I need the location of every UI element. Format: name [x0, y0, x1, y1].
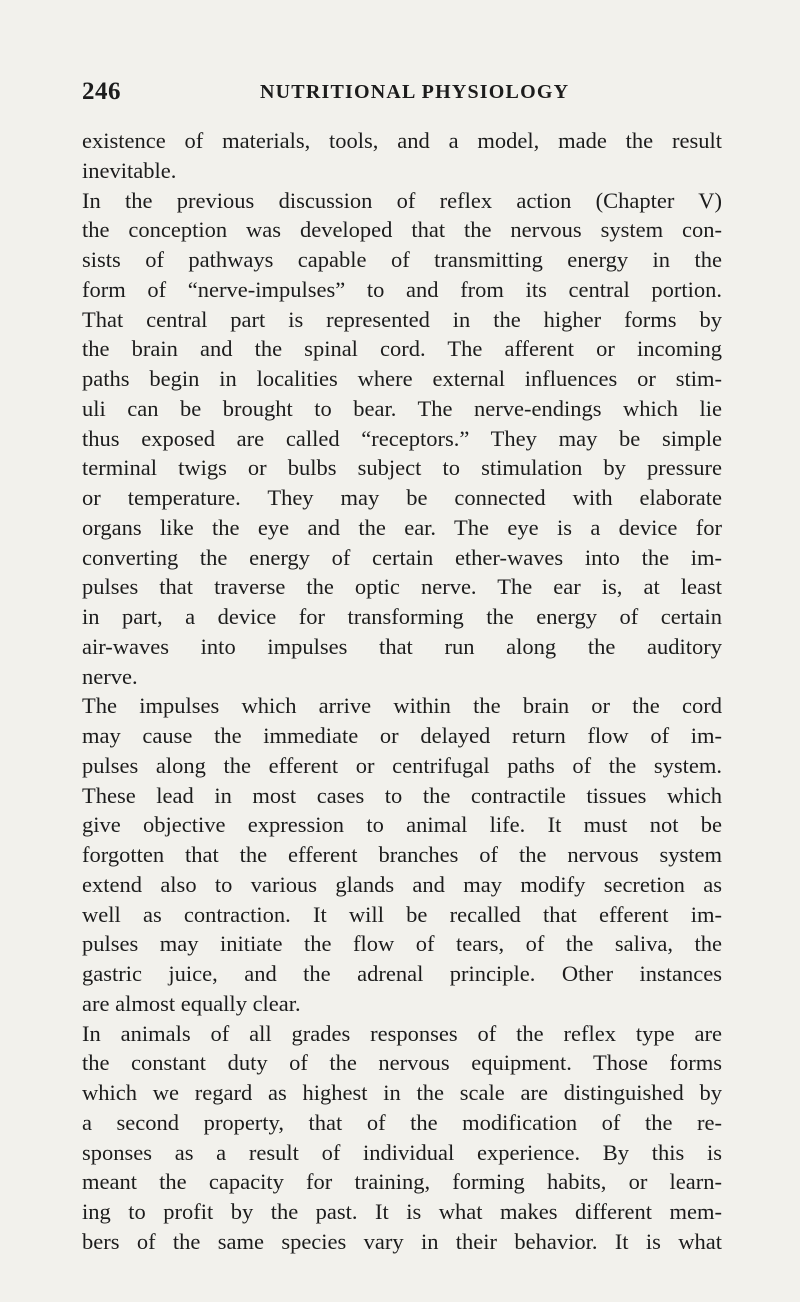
body-text	[82, 126, 722, 1257]
text-line: terminal twigs or bulbs subject to stimulation by pressure	[82, 455, 722, 481]
text-line: air-waves into impulses that run along the auditory	[82, 633, 722, 659]
running-head	[82, 78, 718, 112]
text-line: In animals of all grades responses of the reflex type are	[82, 1020, 722, 1046]
text-line: In the previous discussion of reflex action (Chapter V)	[82, 187, 722, 213]
text-line: sists of pathways capable of transmitting energy in the	[82, 247, 722, 272]
text-line: well as contraction. It will be recalled that efferent im-	[82, 901, 722, 927]
running-title: NUTRITIONAL PHYSIOLOGY	[260, 81, 570, 103]
text-line: paths begin in localities where external influences or stim-	[82, 366, 722, 391]
text-line: the brain and the spinal cord. The afferent or incoming	[82, 336, 722, 362]
text-line: in part, a device for transforming the energy of certain	[82, 604, 722, 629]
text-line: converting the energy of certain ether-waves into the im-	[82, 544, 722, 570]
text-line: are almost equally clear.	[82, 990, 301, 1016]
text-line: give objective expression to animal life. It must not be	[82, 812, 722, 838]
text-line: may cause the immediate or delayed return flow of im-	[82, 723, 722, 748]
text-line: or temperature. They may be connected with elaborate	[82, 485, 722, 510]
text-line: thus exposed are called “receptors.” They may be simple	[82, 425, 722, 451]
text-line: pulses along the efferent or centrifugal paths of the system.	[82, 752, 722, 778]
text-line: uli can be brought to bear. The nerve-endings which lie	[82, 395, 722, 421]
text-line: gastric juice, and the adrenal principle. Other instances	[82, 961, 722, 986]
text-line: forgotten that the efferent branches of the nervous system	[82, 842, 722, 867]
text-line: organs like the eye and the ear. The eye is a device for	[82, 514, 722, 540]
page-number: 246	[82, 78, 121, 105]
text-line: These lead in most cases to the contractile tissues which	[82, 782, 722, 808]
text-line: sponses as a result of individual experience. By this is	[82, 1139, 722, 1165]
text-line: the constant duty of the nervous equipment. Those forms	[82, 1050, 722, 1076]
text-line: pulses may initiate the flow of tears, of the saliva, the	[82, 931, 722, 957]
text-line: ing to profit by the past. It is what makes different mem-	[82, 1199, 722, 1224]
text-line: existence of materials, tools, and a model, made the result	[82, 128, 722, 153]
text-line: the conception was developed that the nervous system con-	[82, 217, 722, 243]
text-line: which we regard as highest in the scale are distinguished by	[82, 1080, 722, 1105]
text-line: inevitable.	[82, 157, 177, 183]
text-line: meant the capacity for training, forming habits, or learn-	[82, 1169, 722, 1195]
text-line: nerve.	[82, 663, 138, 689]
text-line: The impulses which arrive within the brain or the cord	[82, 693, 722, 719]
text-line: pulses that traverse the optic nerve. The ear is, at least	[82, 574, 722, 600]
text-line: bers of the same species vary in their behavior. It is what	[82, 1228, 722, 1254]
text-line: extend also to various glands and may modify secretion as	[82, 871, 722, 897]
text-line: That central part is represented in the higher forms by	[82, 306, 722, 332]
text-line: form of “nerve-impulses” to and from its central portion.	[82, 276, 722, 302]
text-line: a second property, that of the modification of the re-	[82, 1109, 722, 1135]
